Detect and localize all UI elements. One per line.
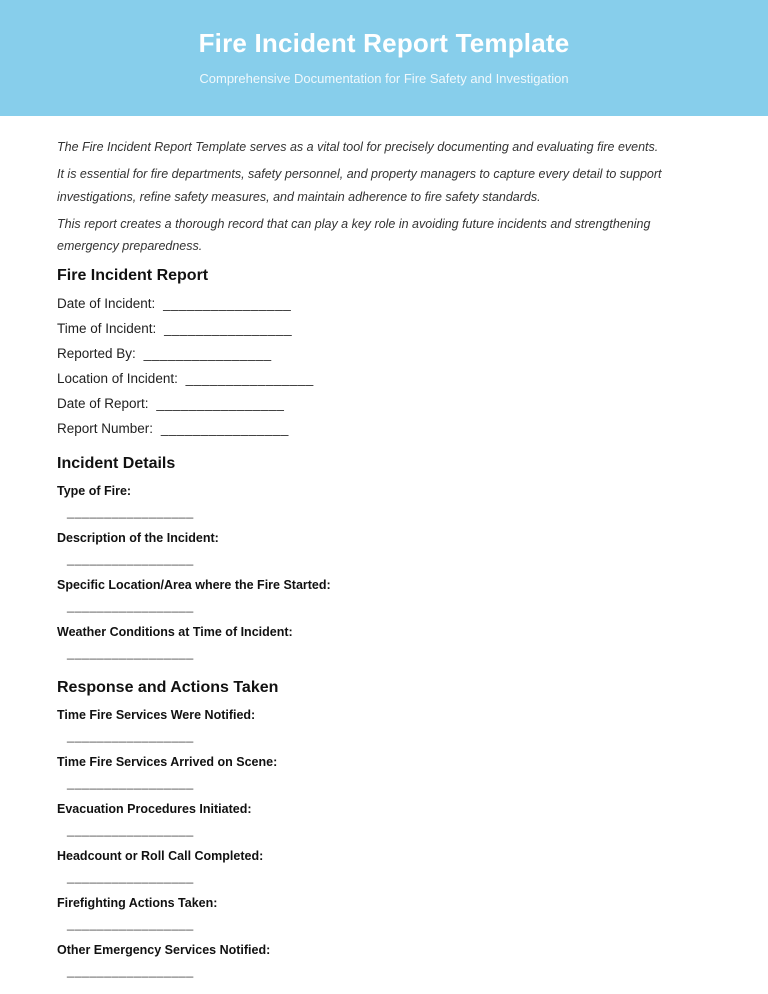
field-evacuation-procedures: [57, 801, 712, 838]
field-label: Time Fire Services Were Notified:: [57, 708, 256, 723]
field-blank-line: _________________: [67, 964, 194, 979]
field-firefighting-actions: [57, 895, 712, 932]
field-label: Firefighting Actions Taken:: [57, 896, 218, 911]
field-blank-line: _________________: [67, 870, 194, 885]
field-blank-line: _________________: [67, 646, 194, 661]
field-date-of-incident: [57, 295, 712, 312]
field-label: Description of the Incident:: [57, 531, 219, 546]
field-blank-line: _________________: [67, 823, 194, 838]
field-other-emergency-services: [57, 942, 712, 979]
field-label: Headcount or Roll Call Completed:: [57, 849, 264, 864]
field-description-of-incident: [57, 530, 712, 567]
field-weather-conditions: [57, 624, 712, 661]
field-label: Specific Location/Area where the Fire Started:: [57, 578, 331, 593]
intro-paragraph-3: This report creates a thorough record that can play a key role in avoiding future incidents and strengthening emergency preparedness.: [57, 216, 651, 253]
document-title: Fire Incident Report Template: [198, 28, 570, 59]
field-reported-by: [57, 345, 712, 362]
field-time-of-incident: [57, 320, 712, 337]
field-blank-line: ________________: [164, 321, 293, 337]
field-label: Location of Incident:: [57, 371, 178, 387]
field-blank-line: _________________: [67, 552, 194, 567]
intro-paragraph-1: The Fire Incident Report Template serves as a vital tool for precisely documenting and evaluating fire events.: [57, 140, 659, 154]
field-type-of-fire: [57, 483, 712, 520]
document-body: [0, 116, 768, 979]
field-time-services-arrived: [57, 754, 712, 791]
field-label: Weather Conditions at Time of Incident:: [57, 625, 293, 640]
field-blank-line: ________________: [185, 371, 314, 387]
field-location-of-incident: [57, 370, 712, 387]
section-heading-fire-incident-report: Fire Incident Report: [57, 267, 209, 285]
field-headcount-roll-call: [57, 848, 712, 885]
field-label: Reported By:: [57, 346, 136, 362]
field-blank-line: _________________: [67, 729, 194, 744]
field-label: Time Fire Services Arrived on Scene:: [57, 755, 278, 770]
section-response-and-actions: [57, 679, 712, 979]
field-report-number: [57, 420, 712, 437]
field-label: Report Number:: [57, 421, 154, 437]
section-incident-details: [57, 455, 712, 661]
field-blank-line: ________________: [160, 421, 289, 437]
field-label: Other Emergency Services Notified:: [57, 943, 271, 958]
section-heading-response-and-actions: Response and Actions Taken: [57, 679, 279, 697]
field-label: Type of Fire:: [57, 484, 132, 499]
field-label: Date of Report:: [57, 396, 149, 412]
field-blank-line: ________________: [156, 396, 285, 412]
section-fire-incident-report: [57, 267, 712, 437]
field-blank-line: _________________: [67, 917, 194, 932]
field-blank-line: _________________: [67, 776, 194, 791]
field-time-services-notified: [57, 707, 712, 744]
field-date-of-report: [57, 395, 712, 412]
intro-paragraph-2: It is essential for fire departments, safety personnel, and property managers to capture every detail to support investigations, refine safety measures, and maintain adherence to fire safety standards.: [57, 167, 662, 204]
field-label: Date of Incident:: [57, 296, 156, 312]
field-blank-line: ________________: [143, 346, 272, 362]
section-heading-incident-details: Incident Details: [57, 455, 176, 473]
field-blank-line: _________________: [67, 599, 194, 614]
document-header: [0, 0, 768, 116]
field-blank-line: _________________: [67, 505, 194, 520]
field-label: Time of Incident:: [57, 321, 157, 337]
document-subtitle: Comprehensive Documentation for Fire Safety and Investigation: [199, 71, 569, 87]
field-label: Evacuation Procedures Initiated:: [57, 802, 252, 817]
field-blank-line: ________________: [163, 296, 292, 312]
field-specific-location-area: [57, 577, 712, 614]
